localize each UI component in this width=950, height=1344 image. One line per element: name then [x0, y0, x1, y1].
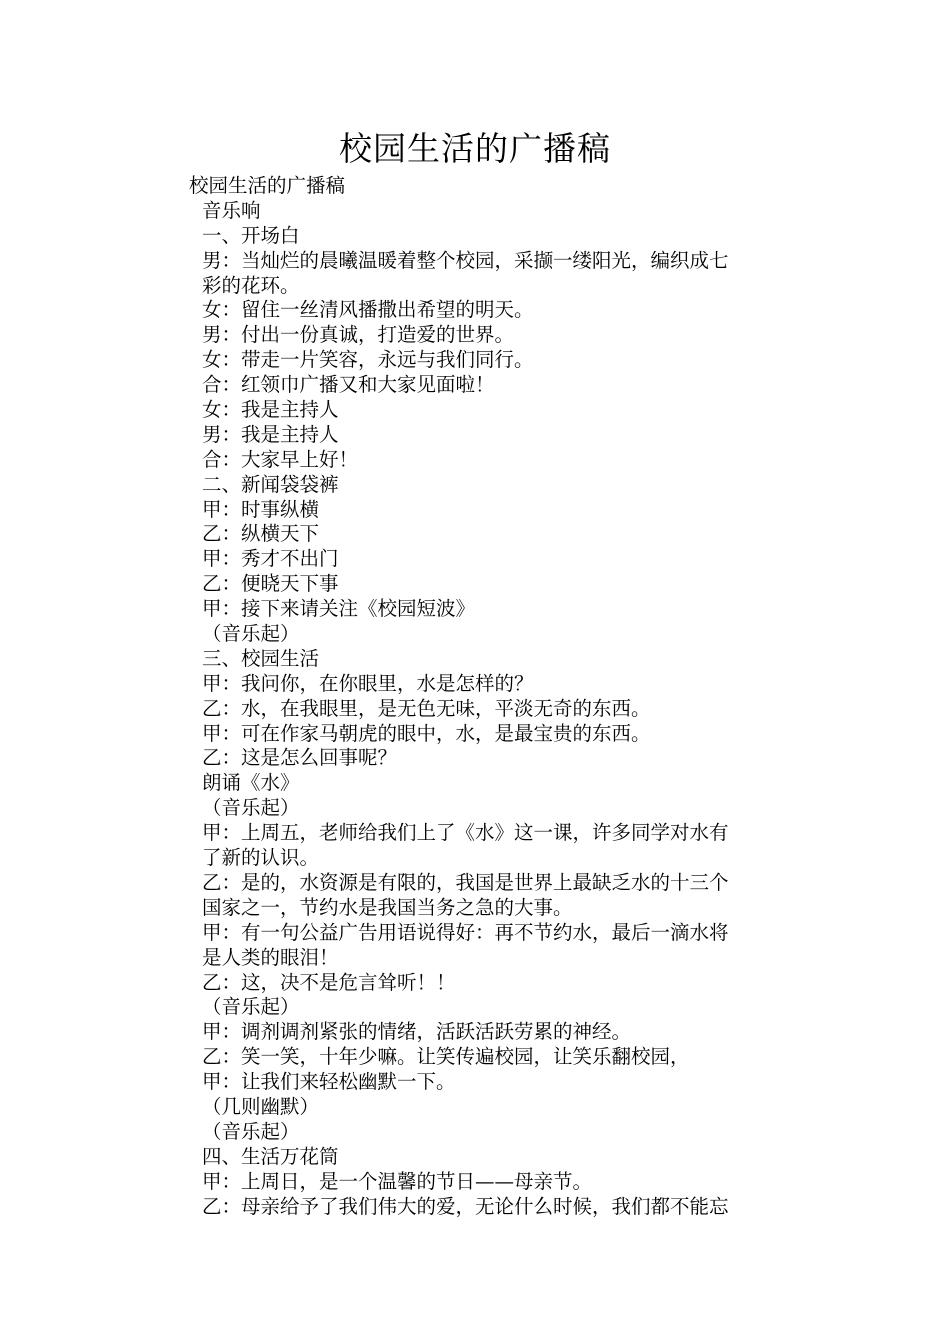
text-line: 校园生活的广播稿 — [189, 174, 346, 197]
paragraph — [147, 722, 807, 747]
text-line: 二、新闻袋袋裤 — [202, 472, 339, 496]
text-line: 甲：秀才不出门 — [202, 547, 339, 571]
text-line: 音乐响 — [202, 198, 261, 222]
document-title: 校园生活的广播稿 — [339, 129, 611, 168]
paragraph — [147, 398, 807, 423]
text-line: 甲：上周五，老师给我们上了《水》这一课，许多同学对水有 — [202, 821, 729, 845]
text-line: 乙：水，在我眼里，是无色无味，平淡无奇的东西。 — [202, 696, 651, 720]
text-line: 乙：是的，水资源是有限的，我国是世界上最缺乏水的十三个 — [202, 870, 729, 894]
paragraph — [147, 796, 807, 821]
paragraph — [147, 522, 807, 547]
paragraph — [147, 921, 807, 971]
text-line: 乙：母亲给予了我们伟大的爱，无论什么时候，我们都不能忘 — [202, 1194, 729, 1218]
text-line: 甲：接下来请关注《校园短波》 — [202, 597, 476, 621]
paragraph — [147, 672, 807, 697]
text-line: 合：大家早上好！ — [202, 447, 359, 471]
text-line: 甲：我问你，在你眼里，水是怎样的？ — [202, 671, 534, 695]
paragraph — [147, 373, 807, 398]
paragraph — [147, 647, 807, 672]
text-line: 甲：上周日，是一个温馨的节日——母亲节。 — [202, 1169, 593, 1193]
paragraph — [147, 224, 807, 249]
text-line: 乙：笑一笑，十年少嘛。让笑传遍校园，让笑乐翻校园， — [202, 1045, 690, 1069]
paragraph — [147, 1070, 807, 1095]
paragraph — [147, 1045, 807, 1070]
text-line: 乙：这是怎么回事呢？ — [202, 746, 398, 770]
text-line: 甲：让我们来轻松幽默一下。 — [202, 1070, 456, 1094]
paragraph — [147, 498, 807, 523]
paragraph — [147, 622, 807, 647]
paragraph — [147, 971, 807, 996]
paragraph — [147, 473, 807, 498]
paragraph — [147, 995, 807, 1020]
paragraph — [147, 821, 807, 871]
paragraph — [147, 697, 807, 722]
paragraph — [147, 249, 807, 299]
text-line: 男：我是主持人 — [202, 422, 339, 446]
text-line: 合：红领巾广播又和大家见面啦！ — [202, 373, 495, 397]
paragraph — [147, 1195, 807, 1220]
document-body — [147, 174, 807, 1219]
text-line: 男：付出一份真诚，打造爱的世界。 — [202, 323, 515, 347]
paragraph — [147, 746, 807, 771]
text-line: 女：带走一片笑容，永远与我们同行。 — [202, 348, 534, 372]
text-line: 彩的花环。 — [202, 273, 300, 297]
paragraph — [147, 771, 807, 796]
text-line: 三、校园生活 — [202, 646, 320, 670]
text-line: 甲：有一句公益广告用语说得好：再不节约水，最后一滴水将 — [202, 920, 729, 944]
text-line: 国家之一，节约水是我国当务之急的大事。 — [202, 895, 573, 919]
paragraph — [147, 1095, 807, 1120]
paragraph — [147, 572, 807, 597]
paragraph — [147, 871, 807, 921]
paragraph — [147, 1120, 807, 1145]
text-line: 朗诵《水》 — [202, 771, 300, 795]
text-line: 乙：纵横天下 — [202, 522, 320, 546]
text-line: （音乐起） — [202, 622, 300, 646]
text-line: 甲：调剂调剂紧张的情绪，活跃活跃劳累的神经。 — [202, 1020, 632, 1044]
paragraph — [147, 1145, 807, 1170]
paragraph — [147, 348, 807, 373]
text-line: 女：我是主持人 — [202, 398, 339, 422]
text-line: 男：当灿烂的晨曦温暖着整个校园，采撷一缕阳光，编织成七 — [202, 248, 729, 272]
paragraph — [147, 448, 807, 473]
text-line: （音乐起） — [202, 1119, 300, 1143]
text-line: 四、生活万花筒 — [202, 1144, 339, 1168]
text-line: （几则幽默） — [202, 1094, 320, 1118]
text-line: 了新的认识。 — [202, 846, 320, 870]
paragraph — [147, 298, 807, 323]
text-line: 一、开场白 — [202, 223, 300, 247]
paragraph — [147, 1020, 807, 1045]
text-line: 甲：时事纵横 — [202, 497, 320, 521]
paragraph — [147, 597, 807, 622]
paragraph — [147, 547, 807, 572]
paragraph — [147, 323, 807, 348]
text-line: 是人类的眼泪！ — [202, 945, 339, 969]
text-line: 乙：这，决不是危言耸听！！ — [202, 970, 456, 994]
text-line: 女：留住一丝清风播撒出希望的明天。 — [202, 298, 534, 322]
text-line: 甲：可在作家马朝虎的眼中，水，是最宝贵的东西。 — [202, 721, 651, 745]
paragraph — [147, 423, 807, 448]
paragraph — [147, 1170, 807, 1195]
text-line: 乙：便晓天下事 — [202, 572, 339, 596]
text-line: （音乐起） — [202, 995, 300, 1019]
text-line: （音乐起） — [202, 796, 300, 820]
document-subtitle — [147, 174, 807, 199]
paragraph — [147, 199, 807, 224]
